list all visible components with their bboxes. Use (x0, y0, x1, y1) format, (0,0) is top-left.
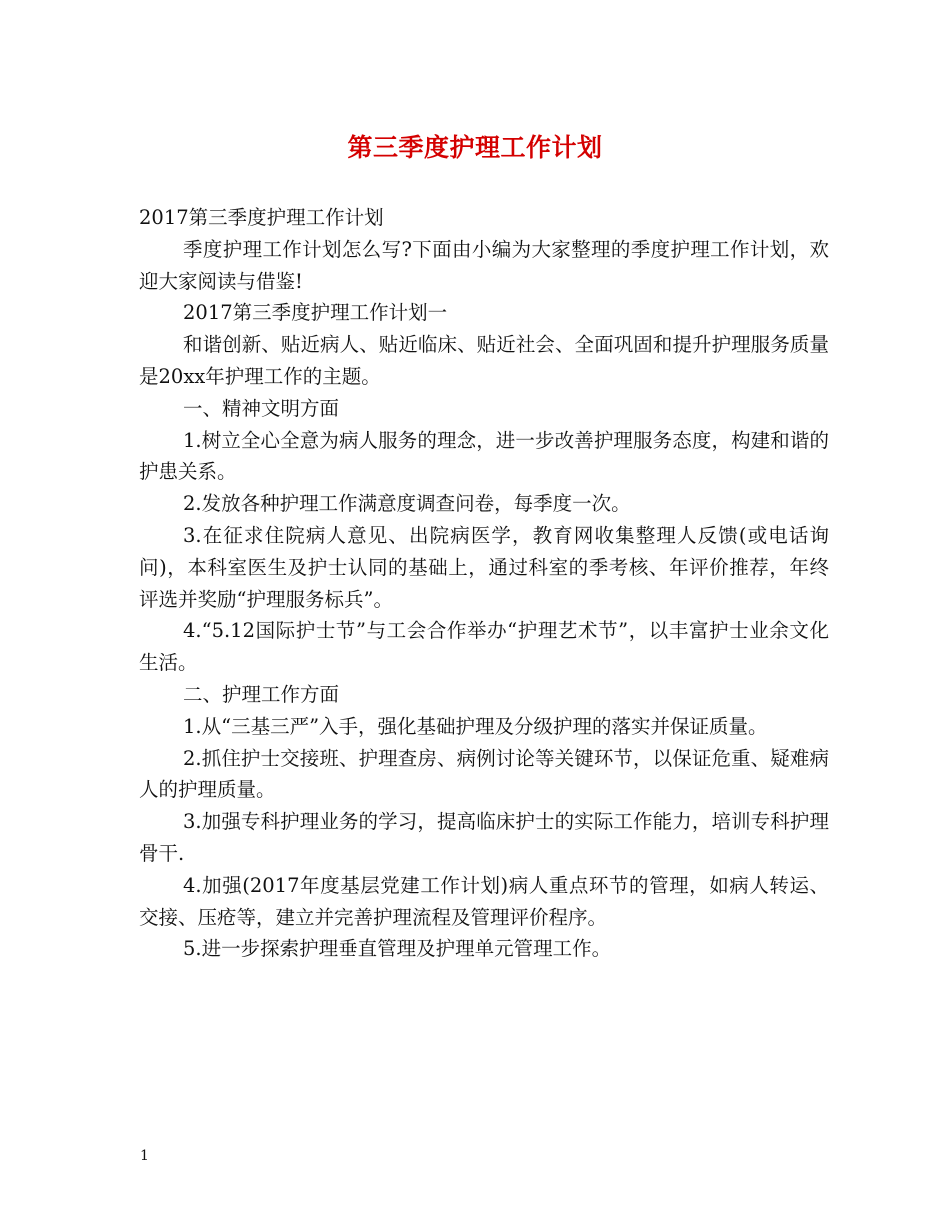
page-number: 1 (140, 1148, 149, 1164)
section-heading: 一、精神文明方面 (183, 396, 340, 420)
list-item: 4.加强(2017年度基层党建工作计划)病人重点环节的管理，如病人转运、交接、压疮等，建立并完善护理流程及管理评价程序。 (139, 873, 829, 929)
list-item: 1.树立全心全意为病人服务的理念，进一步改善护理服务态度，构建和谐的护患关系。 (139, 428, 829, 484)
page-title: 第三季度护理工作计划 (347, 133, 603, 162)
list-item: 4.“5.12国际护士节”与工会合作举办“护理艺术节”，以丰富护士业余文化生活。 (139, 619, 829, 675)
paragraph: 季度护理工作计划怎么写?下面由小编为大家整理的季度护理工作计划，欢迎大家阅读与借鉴! (139, 237, 829, 293)
list-item: 2.发放各种护理工作满意度调查问卷，每季度一次。 (183, 492, 631, 516)
list-item: 2.抓住护士交接班、护理查房、病例讨论等关键环节，以保证危重、疑难病人的护理质量。 (139, 746, 829, 802)
paragraph: 和谐创新、贴近病人、贴近临床、贴近社会、全面巩固和提升护理服务质量是20xx年护理工作的主题。 (139, 333, 829, 388)
document-body (139, 202, 829, 965)
list-item: 5.进一步探索护理垂直管理及护理单元管理工作。 (183, 937, 612, 961)
section-heading: 二、护理工作方面 (183, 682, 340, 706)
list-item: 3.在征求住院病人意见、出院病医学，教育网收集整理人反馈(或电话询问)，本科室医生及护士认同的基础上，通过科室的季考核、年评价推荐，年终评选并奖励“护理服务标兵”。 (139, 523, 829, 611)
list-item: 1.从“三基三严”入手，强化基础护理及分级护理的落实并保证质量。 (183, 714, 768, 738)
list-item: 3.加强专科护理业务的学习，提高临床护士的实际工作能力，培训专科护理骨干. (139, 810, 829, 865)
paragraph: 2017第三季度护理工作计划 (139, 206, 384, 229)
paragraph: 2017第三季度护理工作计划一 (183, 301, 448, 325)
